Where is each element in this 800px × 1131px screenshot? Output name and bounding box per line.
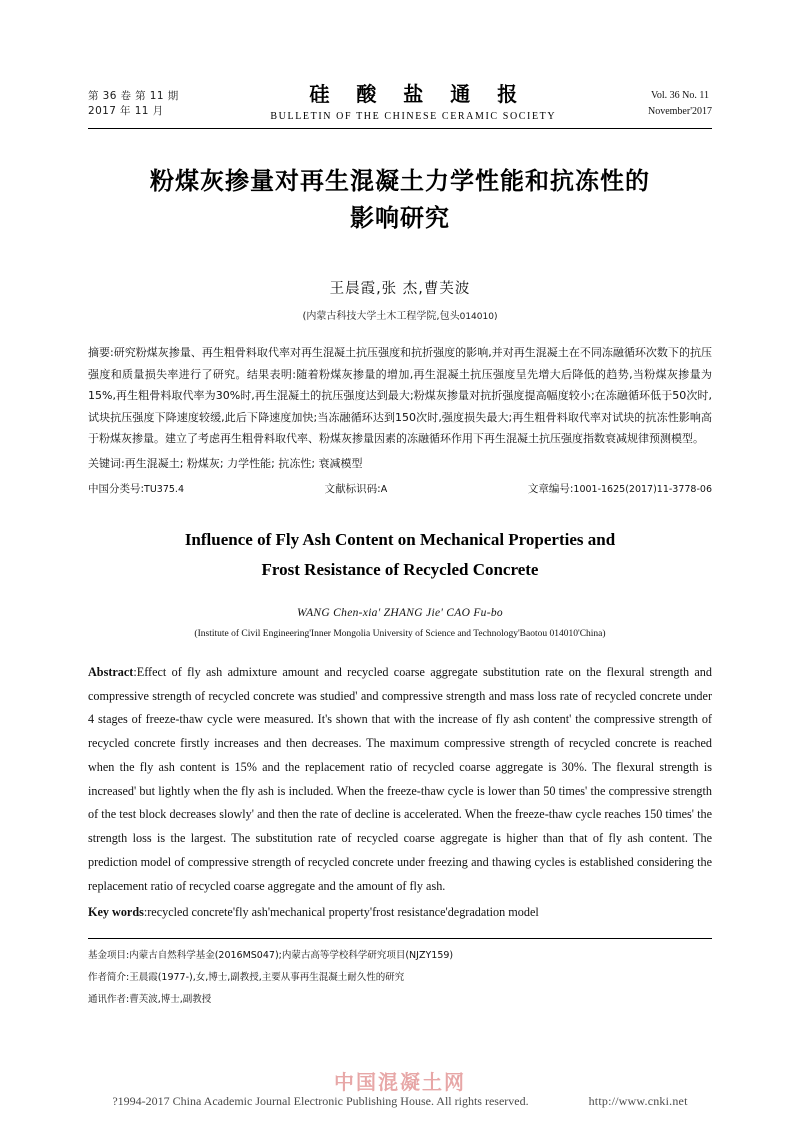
publication-date-line: 2017 年 11 月 — [88, 105, 164, 118]
clc-number-value: TU375.4 — [144, 484, 184, 496]
keywords-en-text: :recycled concrete'fly ash'mechanical property'frost resistance'degradation model — [143, 904, 539, 919]
paper-title-cn-line1: 粉煤灰掺量对再生混凝土力学性能和抗冻性的 — [150, 167, 650, 195]
keywords-cn-text: 再生混凝土; 粉煤灰; 力学性能; 抗冻性; 衰减模型 — [124, 456, 363, 470]
authors-en: WANG Chen-xia' ZHANG Jie' CAO Fu-bo — [297, 606, 503, 619]
footnote-fund: 基金项目:内蒙古自然科学基金(2016MS047);内蒙古高等学校科学研究项目(NJZY159) — [88, 950, 454, 962]
cnki-url: http://www.cnki.net — [588, 1094, 688, 1108]
footnote-author-bio: 作者简介:王晨霞(1977-),女,博士,副教授,主要从事再生混凝土耐久性的研究 — [88, 972, 405, 984]
authors-cn: 王晨霞,张 杰,曹芙波 — [329, 281, 471, 298]
clc-number-label: 中国分类号: — [88, 483, 145, 496]
footnote-divider — [88, 938, 712, 939]
volume-issue-block — [88, 89, 179, 123]
document-code-label: 文献标识码: — [324, 483, 381, 496]
keywords-en-label: Key words — [88, 904, 144, 919]
keywords-en — [88, 901, 712, 925]
journal-title-cn: 硅 酸 盐 通 报 — [309, 82, 528, 106]
volume-issue-en: Vol. 36 No. 11 — [650, 90, 710, 101]
clc-number — [88, 481, 184, 499]
abstract-cn — [88, 342, 712, 449]
paper-title-cn — [88, 163, 712, 237]
keywords-cn-label: 关键词: — [88, 456, 125, 470]
affiliation-en: (Institute of Civil Engineering'Inner Mongolia University of Science and Technology'Baotou 014010'China) — [194, 628, 606, 639]
abstract-en-text: :Effect of fly ash admixture amount and recycled coarse aggregate substitution rate on the flexural strength and compressive strength of recycled concrete was studied' and compressive strength and mass loss rate of recycled concrete under 4 stages of freeze-thaw cycle were measured. It's shown that with the increase of fly ash content' the compressive strength of recycled concrete firstly increases and then decreases. The maximum compressive strength of recycled concrete is reached when the fly ash content is 15% and the replacement ratio of recycled coarse aggregate is 30%. The flexural strength is increased' but lightly when the fly ash is included. When the freeze-thaw cycle is lower than 50 times' the compressive strength of the test block decreases slowly' and then the rate of decline is accelerated. When the freeze-thaw cycle reaches 150 times' the strength loss is the largest. The substitution rate of recycled coarse aggregate is higher than that of fly ash content. The prediction model of compressive strength of recycled concrete under freezing and thawing cycles is established considering the replacement ratio of recycled coarse aggregate and the amount of fly ash. — [88, 664, 712, 893]
affiliation-cn — [88, 307, 712, 322]
paper-title-en-line1: Influence of Fly Ash Content on Mechanical Properties and — [184, 530, 616, 550]
document-code — [325, 481, 388, 499]
keywords-cn — [88, 454, 712, 475]
footnotes-block — [88, 945, 712, 1011]
footnote-corresponding-author: 通讯作者:曹芙波,博士,副教授 — [88, 994, 212, 1006]
abstract-cn-label: 摘要: — [88, 346, 114, 360]
copyright-notice: ?1994-2017 China Academic Journal Electronic Publishing House. All rights reserved. — [112, 1094, 529, 1108]
article-id-label: 文章编号: — [527, 483, 574, 496]
paper-title-en — [88, 525, 712, 585]
paper-title-en-line2: Frost Resistance of Recycled Concrete — [261, 560, 539, 580]
abstract-en — [88, 661, 712, 899]
volume-issue-en-block — [648, 88, 712, 122]
abstract-cn-text: 研究粉煤灰掺量、再生粗骨料取代率对再生混凝土抗压强度和抗折强度的影响,并对再生混凝土在不同冻融循环次数下的抗压强度和质量损失率进行了研究。结果表明:随着粉煤灰掺量的增加,再生混凝土抗压强度呈先增大后降低的趋势,当粉煤灰掺量为15%,再生粗骨料取代率为30%时,再生混凝土的抗压强度达到最大;粉煤灰掺量对抗折强度提高幅度较小;在冻融循环低于50次时,试块抗压强度下降速度较缓,此后下降速度加快;当冻融循环达到150次时,强度损失最大;再生粗骨料取代率对试块的抗冻性影响高于粉煤灰掺量。建立了考虑再生粗骨料取代率、粉煤灰掺量因素的冻融循环作用下再生混凝土抗压强度指数衰减规律预测模型。 — [88, 346, 712, 446]
journal-masthead — [88, 78, 712, 126]
masthead-divider — [88, 128, 712, 129]
document-code-value: A — [380, 484, 388, 496]
page-footer — [0, 1094, 800, 1109]
article-id — [528, 481, 712, 499]
publication-date-en: November'2017 — [647, 106, 712, 117]
article-id-value: 1001-1625(2017)11-3778-06 — [573, 484, 712, 496]
journal-title-block — [179, 78, 648, 122]
paper-title-cn-line2: 影响研究 — [350, 204, 450, 233]
affiliation-cn-text: (内蒙古科技大学土木工程学院,包头 — [302, 311, 460, 323]
volume-issue-line: 第 36 卷 第 11 期 — [88, 89, 179, 102]
journal-title-en: BULLETIN OF THE CHINESE CERAMIC SOCIETY — [270, 111, 557, 122]
affiliation-cn-postcode: 014010) — [459, 312, 498, 323]
paper-content — [88, 78, 712, 1011]
article-metadata-cn — [88, 481, 712, 499]
watermark: 中国混凝土网 — [334, 1070, 466, 1094]
abstract-en-label: Abstract — [88, 664, 134, 679]
